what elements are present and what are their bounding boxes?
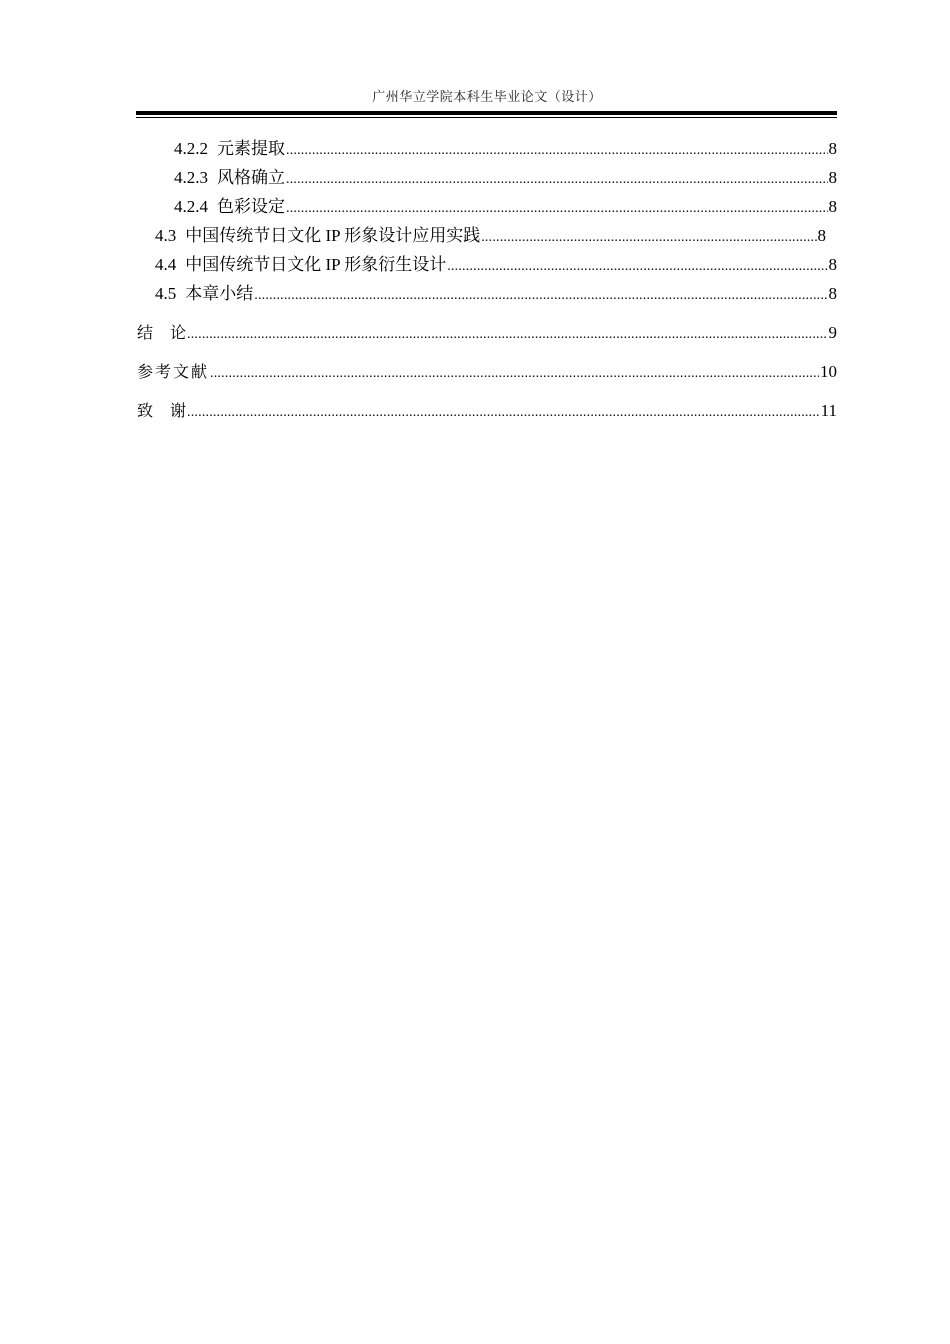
toc-leader-dots [481,224,816,250]
toc-entry-title: 致谢 [137,401,204,420]
toc-entry-page: 9 [828,323,837,342]
toc-entry-title: 元素提取 [217,139,285,158]
toc-leader-dots [286,195,828,221]
toc-entry-number: 4.2.3 [174,168,208,187]
toc-entry-title: 参考文献 [137,362,210,381]
toc-entry-number: 4.4 [155,255,177,274]
toc-entry-conclusion[interactable] [137,321,837,347]
header-rule-thin [136,117,837,118]
toc-leader-dots [286,137,828,163]
toc-entry-title: 结论 [137,323,204,342]
toc-entry-4-5[interactable] [137,282,837,308]
toc-entry-number: 4.5 [155,284,177,303]
toc-entry-page: 8 [828,284,837,303]
toc-entry-page: 11 [820,401,837,420]
toc-entry-page: 8 [828,139,837,158]
toc-entry-page: 8 [817,226,826,245]
toc-entry-page: 8 [828,168,837,187]
toc-leader-dots [286,166,828,192]
toc-entry-4-3[interactable] [137,224,826,250]
toc-entry-acknowledgements[interactable] [137,399,837,425]
toc-entry-4-2-3[interactable] [137,166,837,192]
toc-entry-page: 10 [820,362,837,381]
toc-entry-number: 4.2.2 [174,139,208,158]
toc-entry-number: 4.3 [155,226,177,245]
toc-entry-4-2-4[interactable] [137,195,837,221]
toc-leader-dots [210,360,819,386]
toc-leader-dots [187,321,827,347]
toc-entry-references[interactable] [137,360,837,386]
toc-entry-title: 本章小结 [185,284,254,303]
page-header: 广州华立学院本科生毕业论文（设计） [372,89,602,104]
toc-entry-4-2-2[interactable] [137,137,837,163]
toc-entry-number: 4.2.4 [174,197,208,216]
toc-entry-page: 8 [828,255,837,274]
header-rule-thick [136,111,837,115]
toc-leader-dots [447,253,827,279]
toc-leader-dots [254,282,827,308]
toc-entry-title: 中国传统节日文化 IP 形象设计应用实践 [185,226,481,245]
toc-entry-title: 风格确立 [217,168,285,187]
toc-entry-page: 8 [828,197,837,216]
toc-leader-dots [187,399,820,425]
toc-entry-4-4[interactable] [137,253,837,279]
toc-entry-title: 色彩设定 [217,197,285,216]
toc-entry-title: 中国传统节日文化 IP 形象衍生设计 [185,255,447,274]
